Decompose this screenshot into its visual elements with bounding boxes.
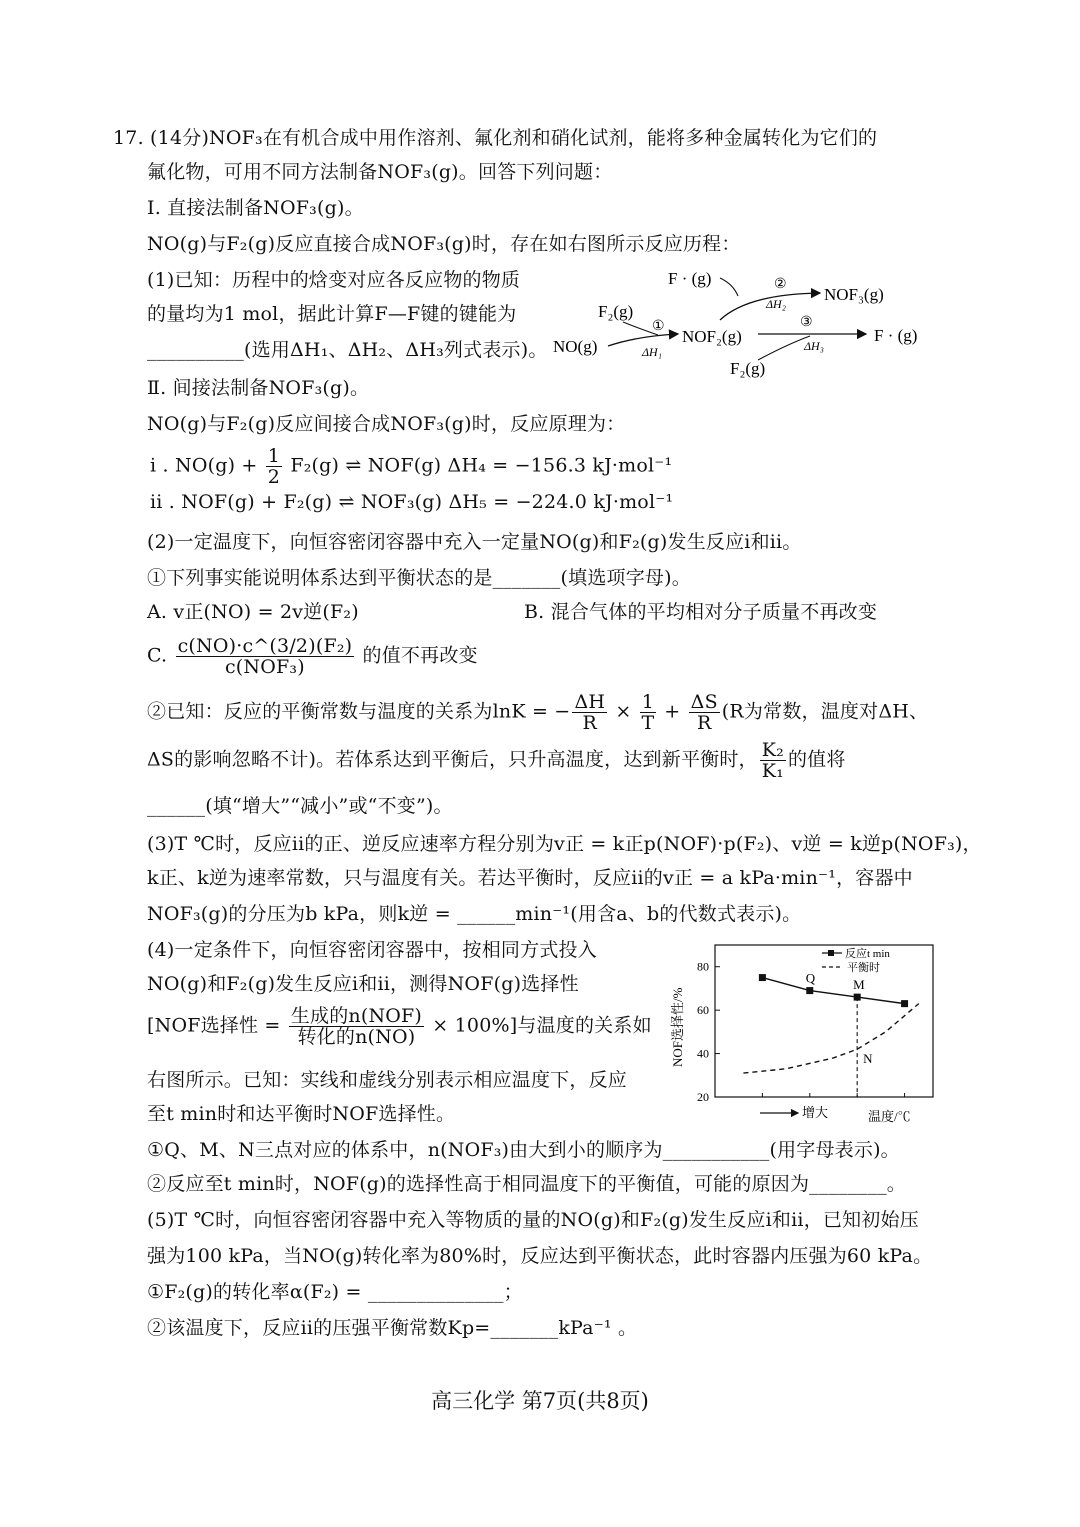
chart-point-labels bbox=[806, 971, 873, 1066]
reaction-ii: ii . NOF(g) + F₂(g) ⇌ NOF₃(g) ΔH₅ = −224.0 kJ·mol⁻¹ bbox=[150, 491, 674, 513]
part-4-line4: 右图所示。已知：实线和虚线分别表示相应温度下，反应 bbox=[147, 1069, 628, 1091]
frac-ds: ΔS bbox=[690, 691, 718, 713]
part-2-question2-line1 bbox=[147, 692, 928, 733]
diagram-dh2: ΔH₂ bbox=[766, 297, 786, 311]
part-2-question1: ①下列事实能说明体系达到平衡状态的是_______(填选项字母)。 bbox=[147, 567, 691, 589]
frac-1-t bbox=[640, 692, 656, 733]
option-c bbox=[147, 636, 478, 677]
selectivity-text-a: [NOF选择性 = bbox=[147, 1014, 287, 1037]
option-c-tail: 的值不再改变 bbox=[362, 644, 478, 667]
lnk-plus: + bbox=[658, 700, 687, 723]
chart-legend bbox=[822, 946, 890, 974]
point-label-n: N bbox=[863, 1051, 873, 1067]
part-3-line1: (3)T ℃时，反应ii的正、逆反应速率方程分别为v正 = k正p(NOF)·p(F₂)、v逆 = k逆p(NOF₃)， bbox=[147, 833, 982, 855]
part-1-line2: 的量均为1 mol，据此计算F—F键的键能为 bbox=[147, 303, 517, 325]
tmin-data-point bbox=[901, 1000, 908, 1007]
selectivity-denominator: 转化的n(NO) bbox=[297, 1026, 416, 1048]
k2: K₂ bbox=[761, 739, 784, 761]
point-label-q: Q bbox=[805, 970, 816, 986]
chart-series bbox=[743, 974, 918, 1097]
reaction-i-half bbox=[266, 446, 282, 487]
chart-xlabel: 温度/℃ bbox=[868, 1109, 911, 1124]
diagram-f2-in2: F₂(g) bbox=[730, 359, 766, 378]
section-2-intro: NO(g)与F₂(g)反应间接合成NOF₃(g)时，反应原理为： bbox=[147, 413, 626, 435]
selectivity-numerator: 生成的n(NOF) bbox=[290, 1005, 423, 1027]
reaction-i bbox=[150, 446, 672, 487]
option-c-denominator: c(NOF₃) bbox=[224, 656, 305, 678]
part-1-line1: (1)已知：历程中的焓变对应各反应物的物质 bbox=[147, 269, 521, 291]
part-5-line1: (5)T ℃时，向恒容密闭容器中充入等物质的量的NO(g)和F₂(g)发生反应i和ii，已知初始压 bbox=[147, 1209, 919, 1231]
part-5-line2: 强为100 kPa，当NO(g)转化率为80%时，反应达到平衡状态，此时容器内压强为60 kPa。 bbox=[147, 1245, 933, 1267]
option-c-label: C. bbox=[147, 644, 168, 667]
option-c-fraction bbox=[176, 636, 355, 677]
diagram-f2-in1: F₂(g) bbox=[598, 302, 634, 321]
question-17-header: 17. (14分)NOF₃在有机合成中用作溶剂、氟化剂和硝化试剂，能将多种金属转化为它们的 bbox=[113, 127, 878, 149]
frac-r1: R bbox=[582, 712, 598, 734]
selectivity-fraction bbox=[289, 1006, 424, 1047]
part-2-question2-line2 bbox=[147, 740, 846, 781]
k1: K₁ bbox=[761, 760, 784, 782]
frac-dh-r bbox=[572, 692, 607, 733]
reaction-i-half-den: 2 bbox=[267, 466, 281, 488]
frac-ds-r bbox=[689, 692, 720, 733]
lnk-times: × bbox=[609, 700, 638, 723]
diagram-dh1: ΔH₁ bbox=[642, 345, 662, 359]
part-4-line2: NO(g)和F₂(g)发生反应i和ii，测得NOF(g)选择性 bbox=[147, 973, 579, 995]
frac-t: T bbox=[641, 712, 655, 734]
diagram-f-radical-2: F · (g) bbox=[874, 326, 918, 345]
part-1-line3: __________(选用ΔH₁、ΔH₂、ΔH₃列式表示)。 bbox=[147, 339, 548, 361]
section-1-intro: NO(g)与F₂(g)反应直接合成NOF₃(g)时，存在如右图所示反应历程： bbox=[147, 233, 741, 255]
page-footer: 高三化学 第7页(共8页) bbox=[431, 1389, 649, 1413]
y-tick-label: 40 bbox=[697, 1046, 709, 1061]
diagram-f-merge bbox=[720, 278, 738, 296]
part-4-line3 bbox=[147, 1006, 652, 1047]
lnk-text-b: (R为常数，温度对ΔH、 bbox=[721, 700, 929, 723]
part-3-line3: NOF₃(g)的分压为b kPa，则k逆 = ______min⁻¹(用含a、b的代数式表示)。 bbox=[147, 903, 802, 925]
frac-r2: R bbox=[696, 712, 712, 734]
part-4-line5: 至t min时和达平衡时NOF选择性。 bbox=[147, 1103, 456, 1125]
reaction-i-part-a: i . NO(g) + bbox=[150, 454, 264, 477]
y-tick-label: 20 bbox=[697, 1090, 709, 1104]
part-5-question1: ①F₂(g)的转化率α(F₂) = ______________； bbox=[147, 1281, 523, 1303]
chart-x-arrow-label: 增大 bbox=[802, 1105, 829, 1120]
part-2-question2-line3: ______(填“增大”“减小”或“不变”)。 bbox=[147, 795, 453, 817]
diagram-step3: ③ bbox=[800, 315, 813, 330]
diagram-nof3: NOF₃(g) bbox=[824, 285, 884, 304]
part-2-line1: (2)一定温度下，向恒容密闭容器中充入一定量NO(g)和F₂(g)发生反应i和ii。 bbox=[147, 531, 802, 553]
reaction-i-half-num: 1 bbox=[267, 445, 281, 467]
k-ratio-fraction bbox=[760, 740, 786, 781]
tmin-series-line bbox=[762, 978, 904, 1004]
frac-one: 1 bbox=[641, 691, 655, 713]
part-4-question1: ①Q、M、N三点对应的体系中，n(NOF₃)由大到小的顺序为___________(用字母表示)。 bbox=[147, 1139, 900, 1161]
legend-label-2: 平衡时 bbox=[847, 962, 880, 974]
section-1-title: Ⅰ. 直接法制备NOF₃(g)。 bbox=[147, 197, 364, 219]
lnk-text-a: ②已知：反应的平衡常数与温度的关系为lnK = − bbox=[147, 700, 571, 723]
part-3-line2: k正、k逆为速率常数，只与温度有关。若达平衡时，反应ii的v正 = a kPa·min⁻¹，容器中 bbox=[147, 867, 913, 889]
k-ratio-text-b: 的值将 bbox=[787, 748, 846, 771]
diagram-f-radical-1: F · (g) bbox=[668, 269, 712, 288]
k-ratio-text-a: ΔS的影响忽略不计)。若体系达到平衡后，只升高温度，达到新平衡时， bbox=[147, 748, 758, 771]
chart-frame bbox=[715, 945, 933, 1097]
part-5-question2: ②该温度下，反应ii的压强平衡常数Kp=_______kPa⁻¹ 。 bbox=[147, 1317, 638, 1339]
diagram-nof2: NOF₂(g) bbox=[682, 327, 742, 346]
chart-ylabel: NOF选择性/% bbox=[670, 987, 685, 1067]
y-tick-label: 60 bbox=[697, 1003, 709, 1018]
tmin-data-point bbox=[759, 974, 766, 981]
selectivity-text-b: × 100%]与温度的关系如 bbox=[426, 1014, 652, 1037]
diagram-step1: ① bbox=[652, 319, 665, 334]
legend-solid-marker bbox=[828, 950, 834, 956]
section-2-title: Ⅱ. 间接法制备NOF₃(g)。 bbox=[147, 377, 370, 399]
question-17-line2: 氟化物，可用不同方法制备NOF₃(g)。回答下列问题： bbox=[147, 161, 613, 183]
part-4-question2: ②反应至t min时，NOF(g)的选择性高于相同温度下的平衡值，可能的原因为________。 bbox=[147, 1173, 906, 1195]
diagram-dh3: ΔH₃ bbox=[804, 339, 824, 353]
tmin-data-point bbox=[806, 987, 813, 994]
part-4-line1: (4)一定条件下，向恒容密闭容器中，按相同方式投入 bbox=[147, 939, 597, 961]
reaction-pathway-diagram bbox=[548, 262, 938, 382]
option-a: A. v正(NO) = 2v逆(F₂) bbox=[147, 601, 359, 623]
nof-selectivity-chart bbox=[660, 935, 940, 1130]
point-label-m: M bbox=[853, 977, 865, 993]
diagram-no: NO(g) bbox=[553, 337, 598, 356]
equilibrium-series-line bbox=[743, 1004, 918, 1073]
legend-label-1: 反应t min bbox=[845, 948, 890, 960]
diagram-f2-merge-2 bbox=[758, 336, 810, 360]
option-b: B. 混合气体的平均相对分子质量不再改变 bbox=[524, 601, 878, 623]
y-tick-label: 80 bbox=[697, 959, 709, 974]
chart-y-ticks bbox=[697, 960, 905, 1104]
reaction-i-part-b: F₂(g) ⇌ NOF(g) ΔH₄ = −156.3 kJ·mol⁻¹ bbox=[284, 454, 673, 477]
option-c-numerator: c(NO)·c^(3/2)(F₂) bbox=[177, 635, 353, 657]
frac-dh: ΔH bbox=[574, 691, 606, 713]
diagram-step2: ② bbox=[774, 277, 787, 292]
